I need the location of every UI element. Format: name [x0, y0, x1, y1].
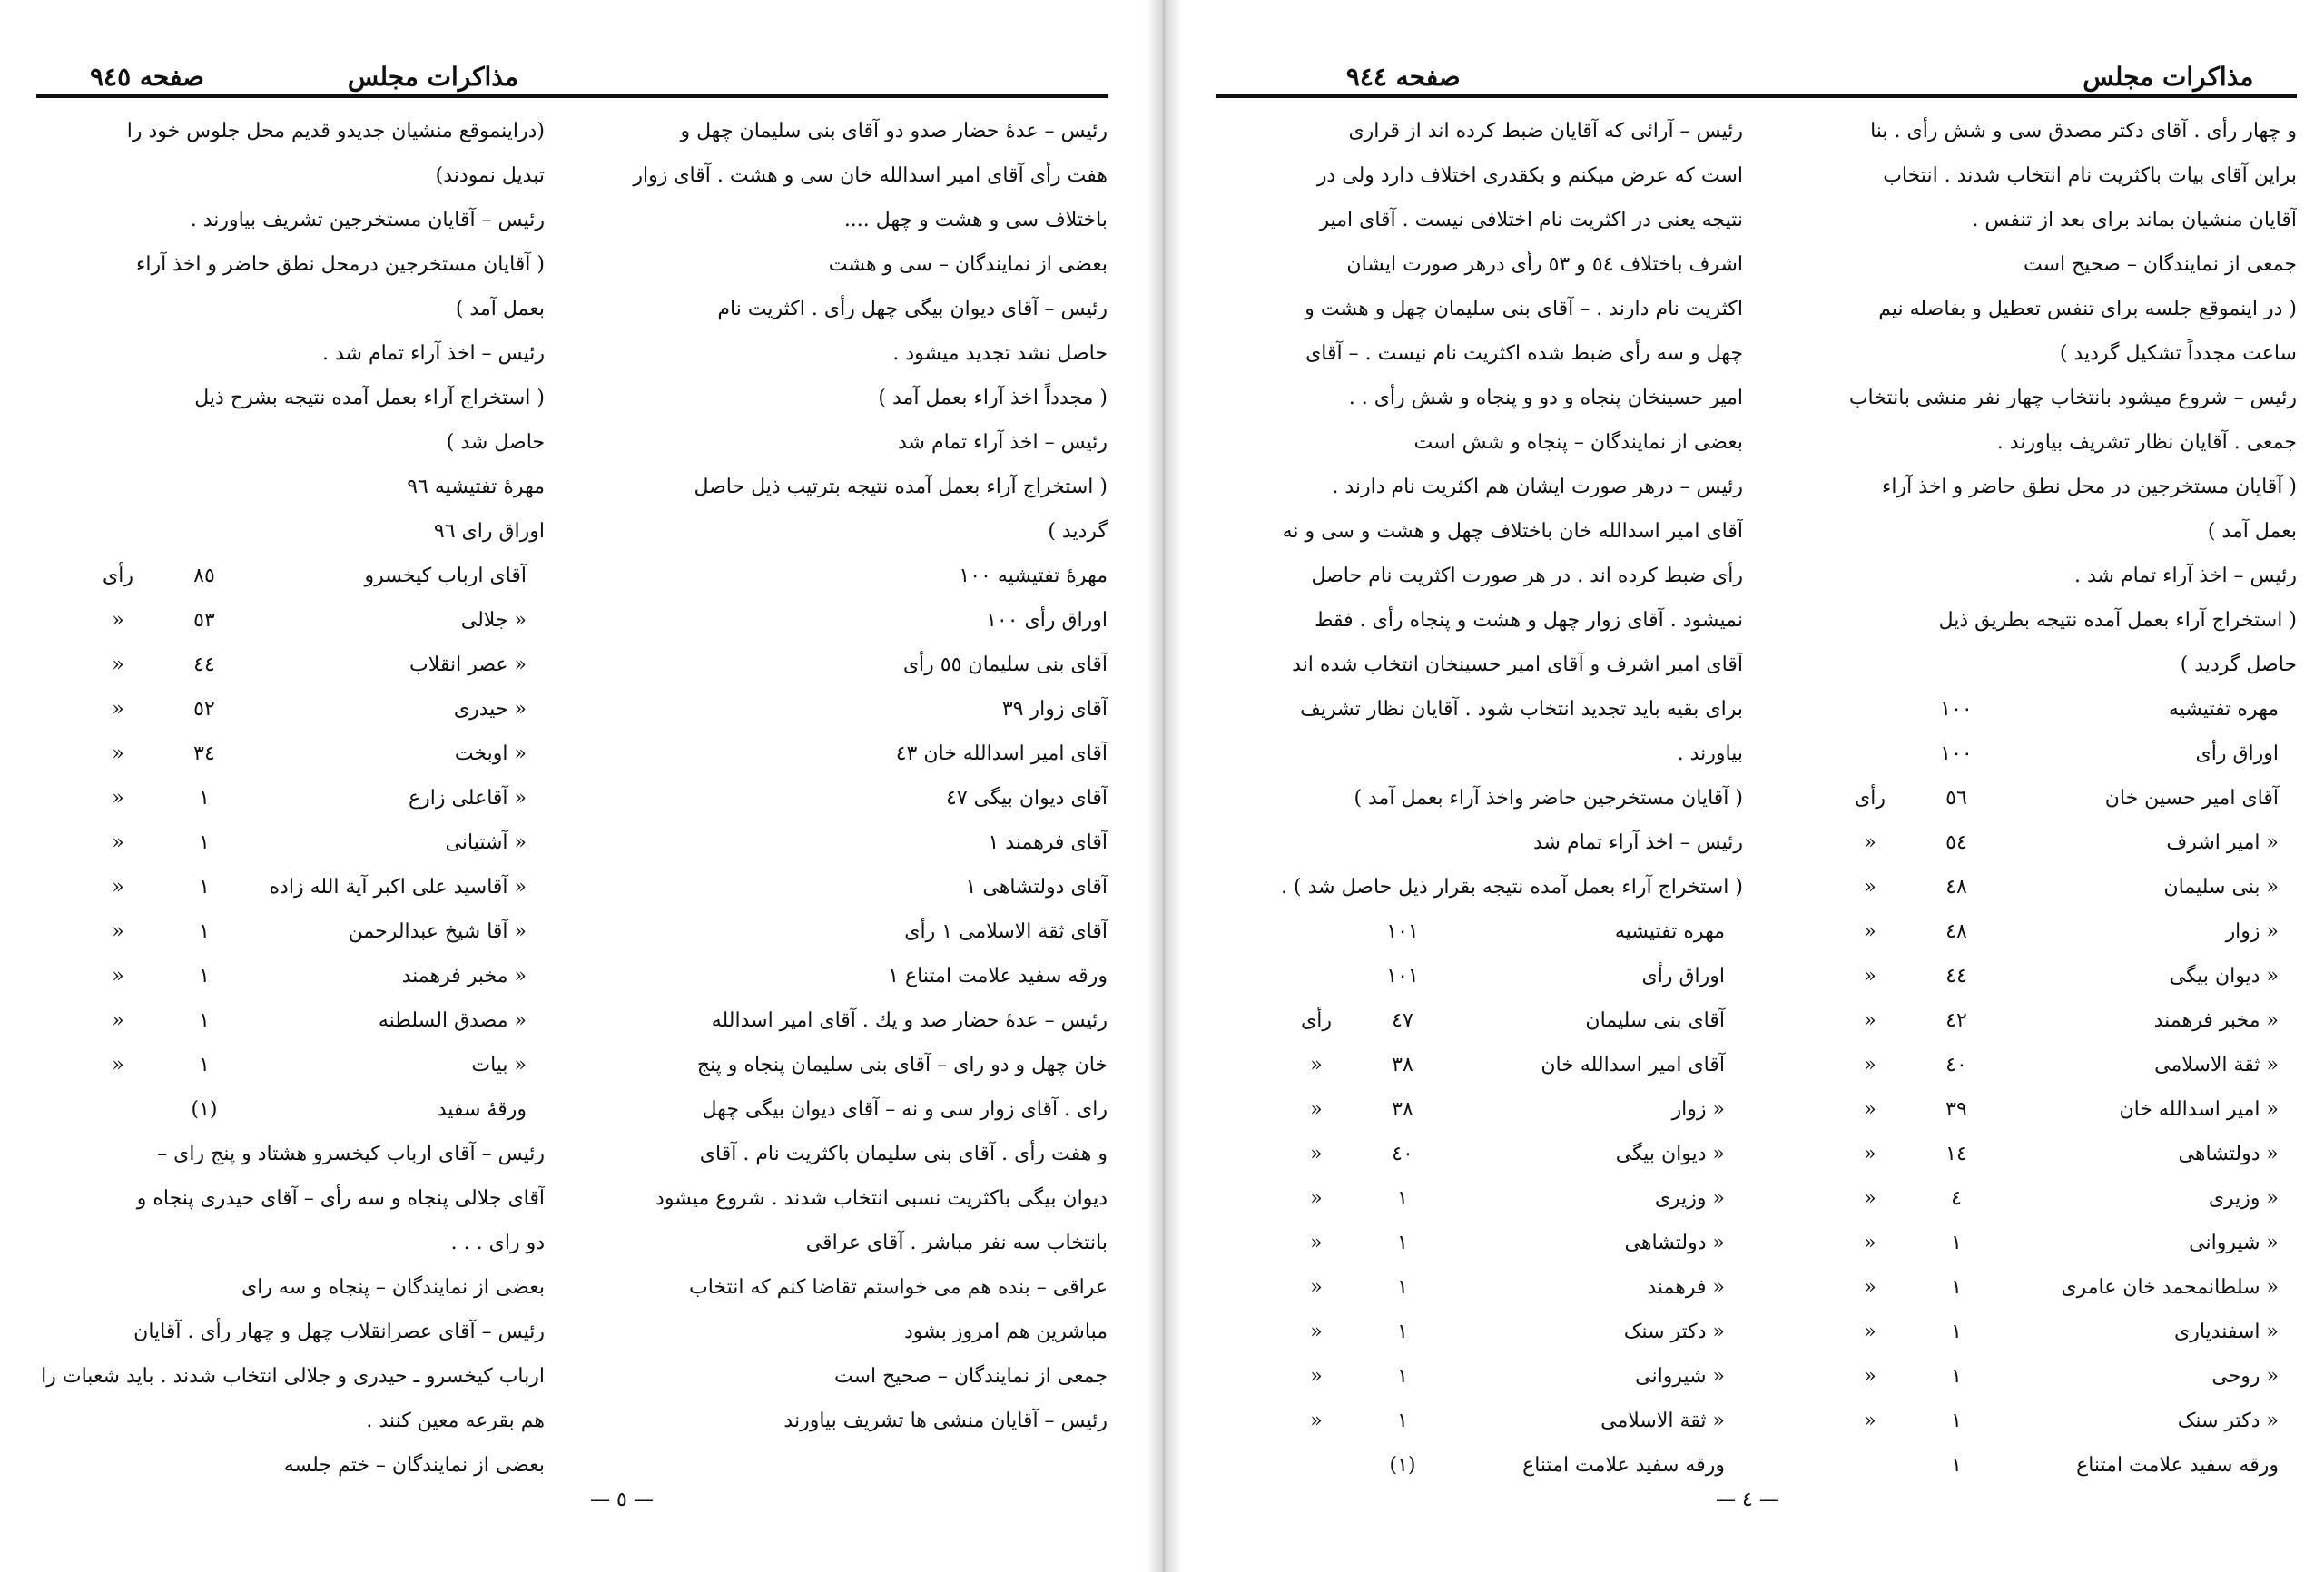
text-line: رئیس – اخذ آراء تمام شد .	[322, 342, 545, 365]
vote-count: ١	[1951, 1321, 1962, 1343]
text-line: بیاورند .	[1677, 742, 1743, 765]
vote-unit: «	[112, 1009, 124, 1032]
vote-unit: «	[1310, 1321, 1323, 1343]
vote-row	[36, 776, 545, 820]
vote-row	[1788, 1354, 2297, 1399]
vote-count: ٣٨	[1392, 1054, 1413, 1076]
text-line: آقای ثقة الاسلامی ١ رأی	[904, 920, 1108, 943]
vote-unit: «	[1864, 1276, 1876, 1299]
vote-name: « سلطانمحمد خان عامری	[2061, 1276, 2279, 1299]
text-line: و چهار رأی . آقای دکتر مصدق سی و شش رأی . بنا	[1870, 120, 2297, 142]
vote-unit: «	[112, 698, 124, 721]
vote-name: آقای امیر حسین خان	[2104, 787, 2279, 810]
vote-row	[1788, 1043, 2297, 1087]
text-line: جمعی از نمایندگان – صحیح است	[833, 1365, 1108, 1388]
vote-unit: رأی	[1301, 1009, 1332, 1032]
vote-count: ٤٢	[1945, 1009, 1967, 1032]
text-line: ( استخراج آراء بعمل آمده نتیجه بشرح ذیل	[194, 387, 545, 409]
text-line: رئیس – شروع میشود بانتخاب چهار نفر منشی بانتخاب	[1848, 387, 2297, 409]
vote-name: « وزیری	[2208, 1187, 2279, 1210]
text-line: رئیس – درهر صورت ایشان هم اکثریت نام دارند .	[1332, 476, 1743, 498]
vote-name: ورقه سفید علامت امتناع	[1522, 1454, 1725, 1477]
text-line: آقای فرهمند ١	[988, 831, 1108, 854]
vote-unit: «	[112, 787, 124, 810]
vote-name: اوراق رأی	[2195, 742, 2279, 765]
vote-row	[36, 687, 545, 732]
text-line: رئیس – عدهٔ حضار صد و یك . آقای امیر اسدالله	[711, 1009, 1108, 1032]
vote-row	[1235, 1132, 1743, 1176]
text-line: رئیس – اخذ آراء تمام شد .	[2074, 565, 2297, 587]
text-line: مهرهٔ تفتیشیه ٩٦	[407, 476, 545, 498]
vote-name: « شیروانی	[1635, 1365, 1725, 1388]
vote-name: « مصدق السلطنه	[378, 1009, 527, 1032]
vote-row	[36, 909, 545, 954]
header-page-number: صفحه ٩٤٤	[1345, 62, 1461, 92]
vote-row	[1788, 1443, 2297, 1488]
text-line: مباشرین هم امروز بشود	[904, 1321, 1108, 1343]
text-line: باختلاف سی و هشت و چهل ....	[843, 209, 1108, 231]
vote-unit: «	[1310, 1187, 1323, 1210]
text-line: جمعی از نمایندگان – صحیح است	[2023, 253, 2297, 276]
text-line: ( در اینموقع جلسه برای تنفس تعطیل و بفاصله نیم	[1878, 298, 2297, 320]
vote-count: ١	[1951, 1410, 1962, 1432]
vote-row	[1235, 909, 1743, 954]
vote-unit: «	[1310, 1232, 1323, 1254]
vote-row	[1788, 1399, 2297, 1443]
header-page-number: صفحه ٩٤٥	[90, 62, 204, 92]
vote-count: ١	[1951, 1232, 1962, 1254]
vote-count: ١٤	[1945, 1143, 1967, 1165]
vote-count: ٤٧	[1392, 1009, 1413, 1032]
vote-unit	[1834, 687, 1906, 732]
vote-name: « دولتشاهی	[1624, 1232, 1725, 1254]
text-line: رئیس – آقایان مستخرجین تشریف بیاورند .	[190, 209, 545, 231]
vote-name: « آقاعلی زارع	[408, 787, 527, 810]
vote-count: ١	[199, 1009, 210, 1032]
text-line: عراقی – بنده هم می خواستم تقاضا کنم که انتخاب	[688, 1276, 1108, 1299]
vote-count: ١٠١	[1386, 965, 1419, 987]
vote-name: ورقهٔ سفید	[437, 1098, 527, 1121]
vote-row	[1788, 1310, 2297, 1354]
vote-count: ٣٤	[193, 742, 215, 765]
text-line: اوراق رأی ١٠٠	[986, 609, 1108, 632]
text-line: دو رای . . .	[450, 1232, 545, 1254]
text-line: جمعی . آقایان نظار تشریف بیاورند .	[1996, 431, 2297, 454]
text-line: خان چهل و دو رای – آقای بنی سلیمان پنجاه و پنج	[696, 1054, 1108, 1076]
text-line: بانتخاب سه نفر مباشر . آقای عراقی	[805, 1232, 1108, 1254]
vote-name: « دکتر سنک	[2177, 1410, 2279, 1432]
vote-table	[36, 554, 545, 1132]
text-line: حاصل شد )	[446, 431, 545, 454]
vote-count: ١	[1951, 1276, 1962, 1299]
vote-unit: «	[112, 653, 124, 676]
text-line: رئیس – آقایان منشی ها تشریف بیاورند	[783, 1410, 1108, 1432]
vote-row	[1235, 1399, 1743, 1443]
vote-name: « جلالی	[460, 609, 527, 632]
vote-row	[1788, 732, 2297, 776]
text-line: ( آقایان مستخرجین درمحل نطق حاضر و اخذ آراء	[135, 253, 545, 276]
page-footer: — ٥ —	[590, 1488, 654, 1511]
text-line: بعمل آمد )	[2207, 520, 2297, 543]
vote-count: ٤٠	[1945, 1054, 1967, 1076]
vote-count: ٥٢	[193, 698, 215, 721]
vote-count: ٣٩	[1945, 1098, 1967, 1121]
text-line: آقای زوار ٣٩	[1001, 698, 1108, 721]
vote-table	[1235, 909, 1743, 1488]
text-line: آقای امیر اسدالله خان باختلاف چهل و هشت و سی و نه	[1282, 520, 1743, 543]
text-line: رئیس – آرائی که آقایان ضبط کرده اند از قراری	[1348, 120, 1743, 142]
book-gutter	[1146, 0, 1182, 1572]
vote-count: ١	[199, 920, 210, 943]
vote-row	[1788, 820, 2297, 865]
vote-unit: «	[1310, 1098, 1323, 1121]
vote-name: « آقا شیخ عبدالرحمن	[348, 920, 527, 943]
vote-unit: «	[1864, 1098, 1876, 1121]
page-footer: — ٤ —	[1716, 1488, 1779, 1511]
text-line: ( مجدداً اخذ آراء بعمل آمد )	[878, 387, 1108, 409]
text-line: تبدیل نمودند)	[435, 164, 545, 187]
text-line: و هفت رأی . آقای بنی سلیمان باکثریت نام . آقای	[699, 1143, 1108, 1165]
vote-name: « آشتیانی	[445, 831, 527, 854]
vote-row	[1788, 776, 2297, 820]
text-line: ( استخراج آراء بعمل آمده نتیجه بقرار ذیل حاصل شد ) .	[1281, 876, 1743, 899]
vote-table	[1788, 687, 2297, 1488]
vote-name: « زوار	[2225, 920, 2279, 943]
column-right-text	[1788, 109, 2297, 687]
text-line: ( آقایان مستخرجین حاضر واخذ آراء بعمل آمد )	[1354, 787, 1743, 810]
vote-count: ١	[1397, 1410, 1408, 1432]
vote-name: « دکتر سنک	[1623, 1321, 1725, 1343]
vote-count: ١	[199, 876, 210, 899]
vote-row	[1788, 1087, 2297, 1132]
vote-unit: «	[112, 1054, 124, 1076]
text-line: نتیجه یعنی در اکثریت نام اختلافی نیست . آقای امیر	[1319, 209, 1743, 231]
vote-unit: «	[1864, 1009, 1876, 1032]
column-left-closing	[36, 1132, 545, 1488]
vote-row	[36, 1043, 545, 1087]
vote-name: مهره تفتیشیه	[1614, 920, 1725, 943]
vote-unit: «	[1310, 1143, 1323, 1165]
vote-count: ٤	[1951, 1187, 1962, 1210]
vote-row	[1788, 909, 2297, 954]
vote-row	[1235, 1221, 1743, 1265]
vote-count: ٤٨	[1945, 876, 1967, 899]
vote-row	[1788, 865, 2297, 909]
vote-unit: «	[1864, 831, 1876, 854]
text-line: چهل و سه رأی ضبط شده اکثریت نام نیست . – آقای	[1305, 342, 1743, 365]
vote-name: « مخبر فرهمند	[401, 965, 527, 987]
vote-row	[36, 865, 545, 909]
vote-unit: «	[112, 920, 124, 943]
vote-name: آقای امیر اسدالله خان	[1541, 1054, 1725, 1076]
text-line: آقای بنی سلیمان ٥٥ رأی	[902, 653, 1108, 676]
vote-unit	[1834, 1443, 1906, 1488]
vote-row	[36, 643, 545, 687]
vote-row	[1235, 954, 1743, 998]
text-line: هفت رأی آقای امیر اسدالله خان سی و هشت . آقای زوار	[633, 164, 1108, 187]
text-line: رئیس – عدهٔ حضار صدو دو آقای بنی سلیمان چهل و	[680, 120, 1108, 142]
vote-count: ١	[199, 965, 210, 987]
text-line: امیر حسینخان پنجاه و دو و پنجاه و شش رأی . .	[1348, 387, 1743, 409]
text-line: بعضی از نمایندگان – سی و هشت	[828, 253, 1108, 276]
vote-row	[1235, 1176, 1743, 1221]
text-line: گردید )	[1048, 520, 1108, 543]
vote-name: « شیروانی	[2189, 1232, 2279, 1254]
text-line: آقایان منشیان بماند برای بعد از تنفس .	[1972, 209, 2297, 231]
vote-unit	[82, 1087, 154, 1132]
vote-name: « امیر اسدالله خان	[2119, 1098, 2279, 1121]
vote-name: « دولتشاهی	[2178, 1143, 2279, 1165]
vote-unit: «	[1864, 1365, 1876, 1388]
vote-count: ٤٨	[1945, 920, 1967, 943]
text-line: آقای امیر اسدالله خان ٤٣	[895, 742, 1108, 765]
vote-unit	[1280, 909, 1353, 954]
vote-count: ٤٠	[1392, 1143, 1413, 1165]
vote-unit: «	[112, 876, 124, 899]
text-line: اوراق رای ٩٦	[433, 520, 545, 543]
vote-name: آقای ارباب کیخسرو	[364, 565, 527, 587]
text-line: (دراینموقع منشیان جدیدو قدیم محل جلوس خود را	[126, 120, 545, 142]
vote-name: « وزیری	[1654, 1187, 1725, 1210]
vote-row	[1235, 1265, 1743, 1310]
vote-row	[1235, 1043, 1743, 1087]
vote-count: ١	[199, 787, 210, 810]
text-line: رئیس – آقای عصرانقلاب چهل و چهار رأی . آقایان	[133, 1321, 545, 1343]
vote-row	[1788, 1221, 2297, 1265]
vote-name: « روحی	[2211, 1365, 2279, 1388]
vote-unit	[1280, 954, 1353, 998]
vote-name: « بیات	[471, 1054, 527, 1076]
vote-unit: رأی	[1855, 787, 1886, 810]
text-line: رئیس – آقای ارباب کیخسرو هشتاد و پنج رای –	[157, 1143, 545, 1165]
vote-row	[1235, 1354, 1743, 1399]
vote-unit: «	[1864, 920, 1876, 943]
vote-count: ١٠١	[1386, 920, 1419, 943]
text-line: است که عرض میکنم و بکقدری اختلاف دارد ولی در	[1316, 164, 1743, 187]
vote-name: « دیوان بیگی	[1615, 1143, 1725, 1165]
text-line: بعضی از نمایندگان – پنجاه و سه رای	[241, 1276, 545, 1299]
page-945	[36, 0, 1108, 1572]
text-line: حاصل گردید )	[2180, 653, 2297, 676]
vote-unit: رأی	[103, 565, 133, 587]
vote-row	[36, 820, 545, 865]
text-line: حاصل نشد تجدید میشود .	[892, 342, 1108, 365]
text-line: دیوان بیگی باکثریت نسبی انتخاب شدند . شروع میشود	[655, 1187, 1108, 1210]
text-line: رئیس – آقای دیوان بیگی چهل رأی . اکثریت نام	[717, 298, 1108, 320]
vote-name: آقای بنی سلیمان	[1585, 1009, 1725, 1032]
vote-name: « بنی سلیمان	[2163, 876, 2279, 899]
vote-name: « آقاسید علی اکبر آیة الله زاده	[269, 876, 527, 899]
text-line: هم بقرعه معین کنند .	[366, 1410, 545, 1432]
vote-unit: «	[1864, 1187, 1876, 1210]
vote-row	[1235, 1443, 1743, 1488]
vote-count: ٤٤	[193, 653, 215, 676]
text-line: ارباب کیخسرو ـ حیدری و جلالی انتخاب شدند . باید شعبات را	[41, 1365, 545, 1388]
column-right	[599, 109, 1108, 1443]
vote-unit: «	[1864, 1054, 1876, 1076]
header-rule	[36, 94, 1108, 98]
vote-row	[1788, 687, 2297, 732]
text-line: اکثریت نام دارند . – آقای بنی سلیمان چهل و هشت و	[1305, 298, 1743, 320]
vote-name: « دیوان بیگی	[2169, 965, 2279, 987]
vote-row	[36, 554, 545, 598]
vote-count: ١	[199, 1054, 210, 1076]
vote-row	[1788, 1132, 2297, 1176]
vote-count: ١	[1397, 1365, 1408, 1388]
page-944	[1216, 0, 2297, 1572]
vote-unit: «	[1310, 1410, 1323, 1432]
text-line: بعمل آمد )	[455, 298, 545, 320]
vote-row	[1788, 954, 2297, 998]
column-left	[36, 109, 545, 1488]
vote-count: ١٠٠	[1940, 698, 1973, 721]
vote-name: « ثقة الاسلامی	[2154, 1054, 2279, 1076]
vote-name: « اسفندیاری	[2174, 1321, 2279, 1343]
page-header	[1216, 62, 2297, 92]
vote-row	[1788, 1176, 2297, 1221]
vote-count: ٨٥	[193, 565, 215, 587]
vote-name: « فرهمند	[1647, 1276, 1725, 1299]
column-left-text	[1235, 109, 1743, 909]
vote-unit: «	[112, 742, 124, 765]
column-right	[1788, 109, 2297, 1488]
vote-row	[36, 598, 545, 643]
header-title: مذاکرات مجلس	[2083, 62, 2254, 92]
text-line: ( استخراج آراء بعمل آمده نتیجه بترتیب ذیل حاصل	[694, 476, 1108, 498]
vote-unit: «	[1310, 1365, 1323, 1388]
column-left	[1235, 109, 1743, 1488]
vote-name: اوراق رأی	[1641, 965, 1725, 987]
vote-unit: «	[1864, 876, 1876, 899]
text-line: رئیس – اخذ آراء تمام شد	[898, 431, 1108, 454]
vote-row	[1235, 998, 1743, 1043]
vote-count: ٥٦	[1945, 787, 1967, 810]
vote-row	[36, 954, 545, 998]
vote-unit: «	[1864, 1232, 1876, 1254]
text-line: آقای امیر اشرف و آقای امیر حسینخان انتخاب شده اند	[1292, 653, 1743, 676]
vote-row	[1235, 1087, 1743, 1132]
text-line: ( آقایان مستخرجین در محل نطق حاضر و اخذ آراء	[1882, 476, 2297, 498]
text-line: رئیس – اخذ آراء تمام شد	[1533, 831, 1743, 854]
vote-row	[1235, 1310, 1743, 1354]
vote-count: ١	[199, 831, 210, 854]
vote-name: « اوبخت	[454, 742, 527, 765]
header-title: مذاكرات مجلس	[347, 62, 518, 92]
text-line: برای بقیه باید تجدید انتخاب شود . آقایان نظار تشریف	[1300, 698, 1743, 721]
text-line: مهرهٔ تفتیشیه ١٠٠	[959, 565, 1108, 587]
vote-unit: «	[112, 965, 124, 987]
vote-name: « ثقة الاسلامی	[1600, 1410, 1725, 1432]
vote-name: « عصر انقلاب	[409, 653, 527, 676]
text-line: بعضی از نمایندگان – پنجاه و شش است	[1413, 431, 1743, 454]
vote-unit: «	[1310, 1054, 1323, 1076]
vote-row	[1788, 998, 2297, 1043]
page-header	[36, 62, 1108, 92]
vote-count: (١)	[191, 1098, 218, 1121]
vote-name: « مخبر فرهمند	[2153, 1009, 2279, 1032]
text-line: براین آقای بیات باکثریت نام انتخاب شدند . انتخاب	[1883, 164, 2297, 187]
vote-name: مهره تفتیشیه	[2168, 698, 2279, 721]
vote-count: ٣٨	[1392, 1098, 1413, 1121]
vote-count: ١	[1951, 1454, 1962, 1477]
vote-count: ١	[1397, 1276, 1408, 1299]
vote-count: ١٠٠	[1940, 742, 1973, 765]
vote-name: « حیدری	[453, 698, 527, 721]
vote-row	[36, 1087, 545, 1132]
vote-count: ١	[1397, 1321, 1408, 1343]
vote-count: ٤٤	[1945, 965, 1967, 987]
text-line: بعضی از نمایندگان – ختم جلسه	[283, 1454, 545, 1477]
text-line: اشرف باختلاف ٥٤ و ٥٣ رأی درهر صورت ایشان	[1346, 253, 1743, 276]
vote-count: ١	[1397, 1187, 1408, 1210]
vote-row	[1788, 1265, 2297, 1310]
text-line: ورقه سفید علامت امتناع ١	[888, 965, 1108, 987]
vote-count: ٥٣	[193, 609, 215, 632]
vote-unit	[1280, 1443, 1353, 1488]
vote-unit	[1834, 732, 1906, 776]
vote-row	[36, 732, 545, 776]
vote-unit: «	[1864, 965, 1876, 987]
vote-unit: «	[112, 831, 124, 854]
text-line: آقای دولتشاهی ١	[965, 876, 1108, 899]
vote-unit: «	[112, 609, 124, 632]
text-line: نمیشود . آقای زوار چهل و هشت و پنجاه رأی . فقط	[1315, 609, 1743, 632]
vote-name: « امیر اشرف	[2166, 831, 2279, 854]
vote-row	[36, 998, 545, 1043]
vote-unit: «	[1864, 1410, 1876, 1432]
column-left-text	[36, 109, 545, 554]
text-line: ساعت مجدداً تشکیل گردید )	[2059, 342, 2297, 365]
vote-count: ١	[1951, 1365, 1962, 1388]
text-line: آقای جلالی پنجاه و سه رأی – آقای حیدری پنجاه و	[136, 1187, 545, 1210]
text-line: ( استخراج آراء بعمل آمده نتیجه بطریق ذیل	[1938, 609, 2297, 632]
vote-unit: «	[1310, 1276, 1323, 1299]
vote-name: ورقه سفید علامت امتناع	[2076, 1454, 2279, 1477]
text-line: آقای دیوان بیگی ٤٧	[946, 787, 1108, 810]
vote-count: (١)	[1389, 1454, 1416, 1477]
vote-count: ١	[1397, 1232, 1408, 1254]
vote-name: « زوار	[1671, 1098, 1725, 1121]
vote-unit: «	[1864, 1143, 1876, 1165]
vote-unit: «	[1864, 1321, 1876, 1343]
text-line: رای . آقای زوار سی و نه – آقای دیوان بیگی چهل	[702, 1098, 1108, 1121]
text-line: رأی ضبط کرده اند . در هر صورت اکثریت نام حاصل	[1311, 565, 1743, 587]
vote-count: ٥٤	[1945, 831, 1967, 854]
header-rule	[1216, 94, 2297, 98]
